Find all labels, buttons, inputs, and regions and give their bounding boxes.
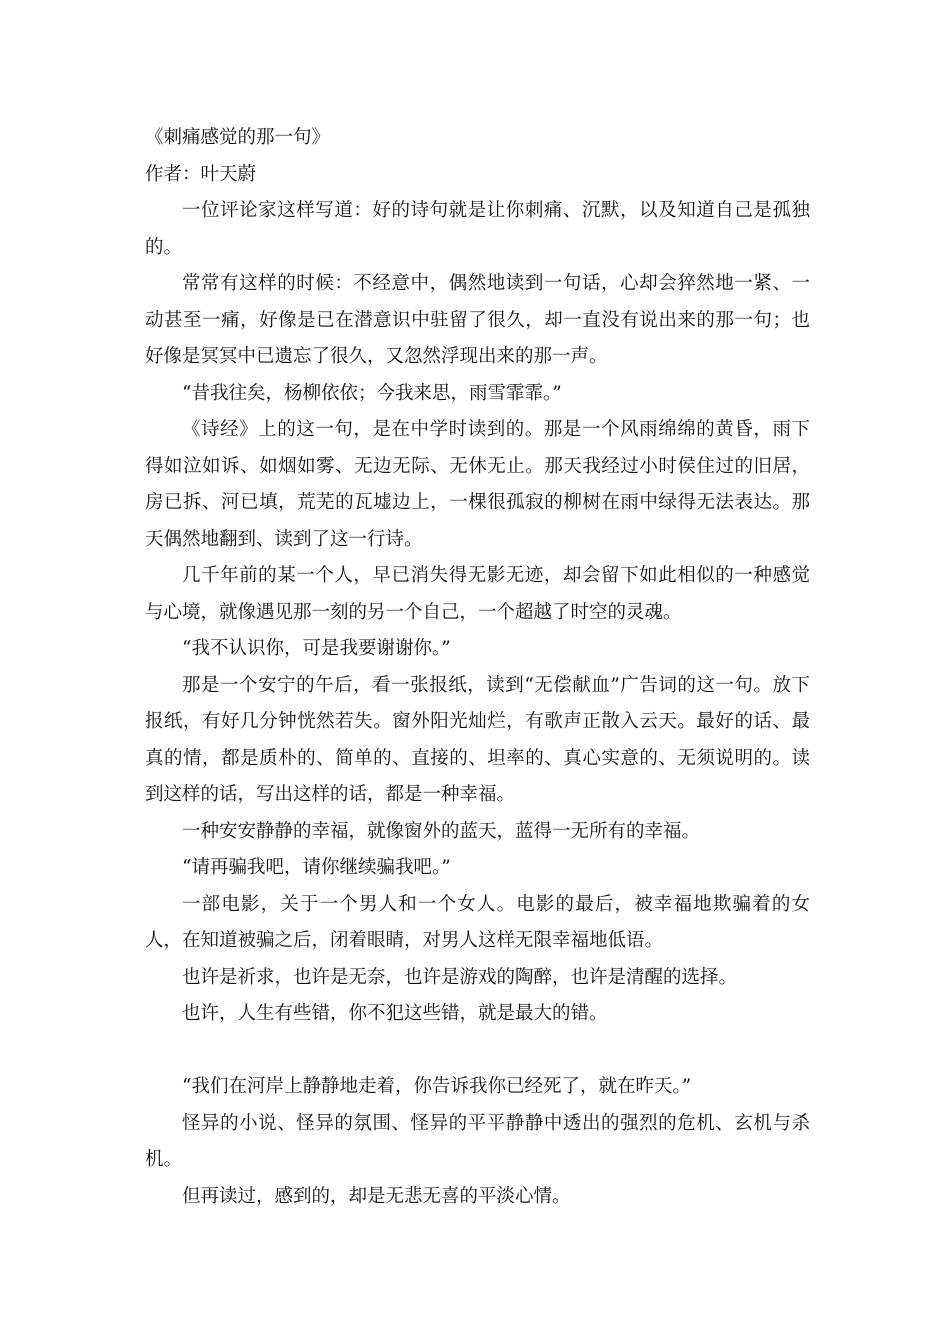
- paragraph: 一位评论家这样写道：好的诗句就是让你刺痛、沉默，以及知道自己是孤独的。: [145, 200, 810, 258]
- paragraph: 常常有这样的时候：不经意中，偶然地读到一句话，心却会猝然地一紧、一动甚至一痛，好像是已在潜意识中驻留了很久，却一直没有说出来的那一句；也好像是冥冥中已遗忘了很久，又忽然浮现出来的那一声。: [145, 273, 810, 367]
- paragraph: 《诗经》上的这一句，是在中学时读到的。那是一个风雨绵绵的黄昏，雨下得如泣如诉、如烟如雾、无边无际、无休无止。那天我经过小时侯住过的旧居，房已拆、河已填，荒芜的瓦墟边上，一棵很孤寂的柳树在雨中绿得无法表达。那天偶然地翻到、读到了这一行诗。: [145, 419, 810, 550]
- paragraph: 一部电影，关于一个男人和一个女人。电影的最后，被幸福地欺骗着的女人，在知道被骗之后，闭着眼睛，对男人这样无限幸福地低语。: [145, 893, 810, 951]
- author-line: 作者：叶天蔚: [145, 163, 257, 185]
- paragraph: 也许是祈求，也许是无奈，也许是游戏的陶醉，也许是清醒的选择。: [182, 966, 738, 988]
- quote-paragraph: “昔我往矣，杨柳依依；今我来思，雨雪霏霏。”: [182, 382, 562, 404]
- quote-paragraph: “我不认识你，可是我要谢谢你。”: [182, 638, 451, 659]
- quote-paragraph: “请再骗我吧，请你继续骗我吧。”: [182, 857, 451, 878]
- document-page: [145, 120, 810, 1215]
- paragraph: 怪异的小说、怪异的氛围、怪异的平平静静中透出的强烈的危机、玄机与杀机。: [145, 1112, 810, 1170]
- paragraph: 几千年前的某一个人，早已消失得无影无迹，却会留下如此相似的一种感觉与心境，就像遇见那一刻的另一个自己，一个超越了时空的灵魂。: [145, 565, 810, 623]
- paragraph: 一种安安静静的幸福，就像窗外的蓝天，蓝得一无所有的幸福。: [182, 820, 701, 842]
- section-break: [145, 1033, 810, 1070]
- document-title: 《刺痛感觉的那一句》: [145, 127, 331, 148]
- paragraph: 也许，人生有些错，你不犯这些错，就是最大的错。: [182, 1003, 608, 1024]
- paragraph: 那是一个安宁的午后，看一张报纸，读到“无偿献血”广告词的这一句。放下报纸，有好几分钟恍然若失。窗外阳光灿烂，有歌声正散入云天。最好的话、最真的情，都是质朴的、简单的、直接的、坦率的、真心实意的、无须说明的。读到这样的话，写出这样的话，都是一种幸福。: [145, 674, 810, 805]
- paragraph: 但再读过，感到的，却是无悲无喜的平淡心情。: [182, 1185, 571, 1207]
- quote-paragraph: “我们在河岸上静静地走着，你告诉我你已经死了，就在昨天。”: [182, 1076, 692, 1097]
